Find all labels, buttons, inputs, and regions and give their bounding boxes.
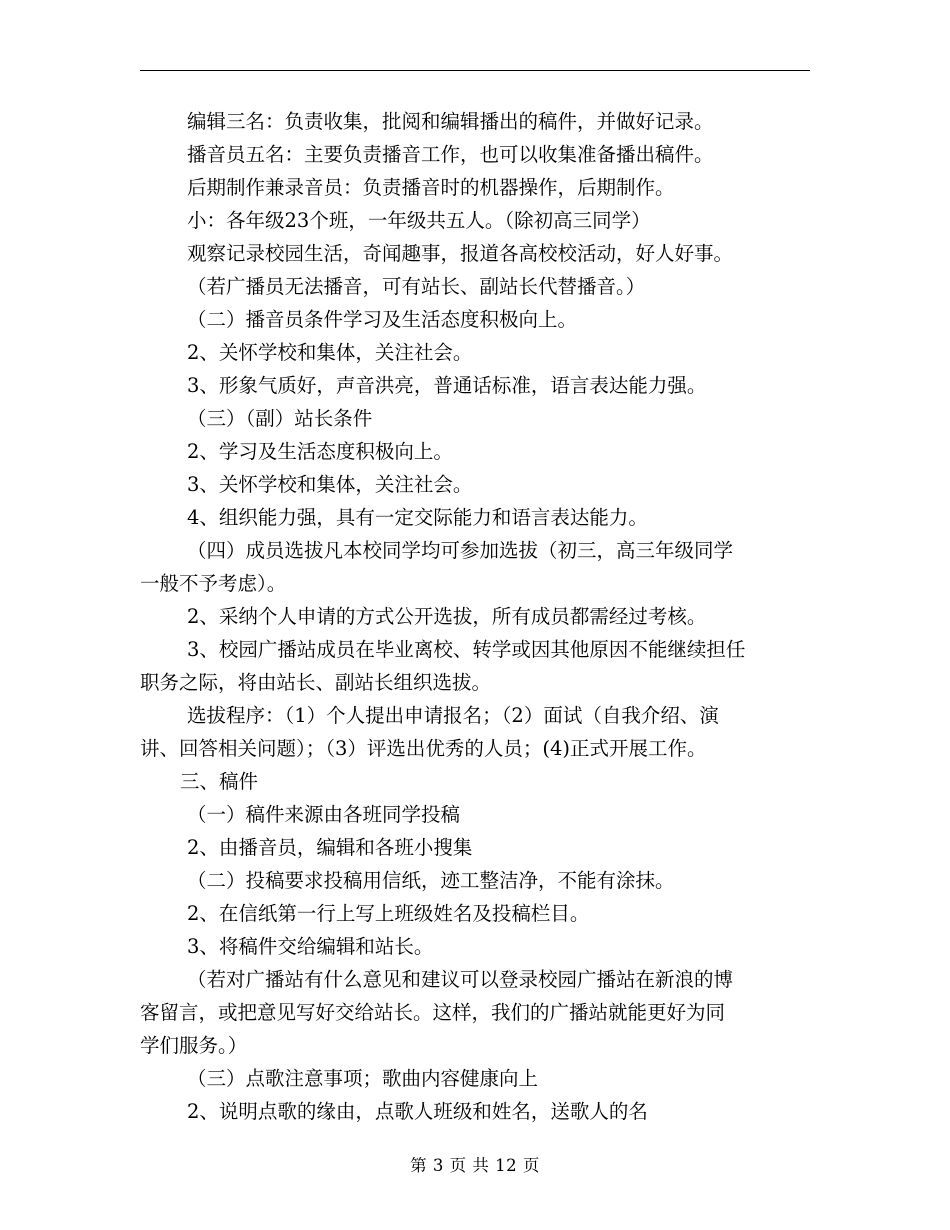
paragraph-line: 讲、回答相关问题）；（3）评选出优秀的人员；(4)正式开展工作。 [140,737,707,760]
paragraph-line: 职务之际，将由站长、副站长组织选拔。 [140,671,492,694]
paragraph-line: 2、说明点歌的缘由，点歌人班级和姓名，送歌人的名 [187,1100,648,1123]
paragraph-line: 观察记录校园生活，奇闻趣事，报道各高校校活动，好人好事。 [187,242,734,265]
paragraph-line: 学们服务。） [140,1034,248,1057]
paragraph-line: （若对广播站有什么意见和建议可以登录校园广播站在新浪的博 [187,968,734,991]
paragraph-line: 2、由播音员，编辑和各班小搜集 [187,836,473,859]
paragraph-line: 小：各年级23个班，一年级共五人。（除初高三同学） [187,209,651,232]
paragraph-line: 3、形象气质好，声音洪亮，普通话标准，语言表达能力强。 [187,374,707,397]
paragraph-line: 选拔程序：（1）个人提出申请报名；（2）面试（自我介绍、演 [187,704,719,727]
paragraph-line: （一）稿件来源由各班同学投稿 [187,803,461,826]
paragraph-line: 编辑三名：负责收集，批阅和编辑播出的稿件，并做好记录。 [187,110,714,133]
paragraph-line: （三）（副）站长条件 [187,407,373,430]
paragraph-line: 4、组织能力强，具有一定交际能力和语言表达能力。 [187,506,648,529]
paragraph-line: 后期制作兼录音员：负责播音时的机器操作，后期制作。 [187,176,675,199]
paragraph-line: 2、采纳个人申请的方式公开选拔，所有成员都需经过考核。 [187,605,707,628]
paragraph-line: （二）播音员条件学习及生活态度积极向上。 [187,308,578,331]
paragraph-line: 3、校园广播站成员在毕业离校、转学或因其他原因不能继续担任 [187,638,746,661]
paragraph-line: 3、将稿件交给编辑和站长。 [187,935,434,958]
paragraph-line: 2、学习及生活态度积极向上。 [187,440,453,463]
paragraph-line: 播音员五名：主要负责播音工作，也可以收集准备播出稿件。 [187,143,714,166]
paragraph-line: 2、在信纸第一行上写上班级姓名及投稿栏目。 [187,902,590,925]
paragraph-line: （三）点歌注意事项；歌曲内容健康向上 [187,1067,539,1090]
paragraph-line: 一般不予考虑）。 [140,572,287,595]
paragraph-line: 3、关怀学校和集体，关注社会。 [187,473,473,496]
paragraph-line: 2、关怀学校和集体，关注社会。 [187,341,473,364]
section-heading: 三、稿件 [180,770,259,793]
header-rule [140,70,810,71]
paragraph-line: （若广播员无法播音，可有站长、副站长代替播音。） [187,275,646,298]
paragraph-line: （二）投稿要求投稿用信纸，迹工整洁净，不能有涂抹。 [187,869,675,892]
document-body [140,105,812,1128]
paragraph-line: （四）成员选拔凡本校同学均可参加选拔（初三，高三年级同学 [187,539,734,562]
paragraph-line: 客留言，或把意见写好交给站长。这样，我们的广播站就能更好为同 [140,1001,726,1024]
page-footer: 第 3 页 共 12 页 [410,1156,540,1175]
